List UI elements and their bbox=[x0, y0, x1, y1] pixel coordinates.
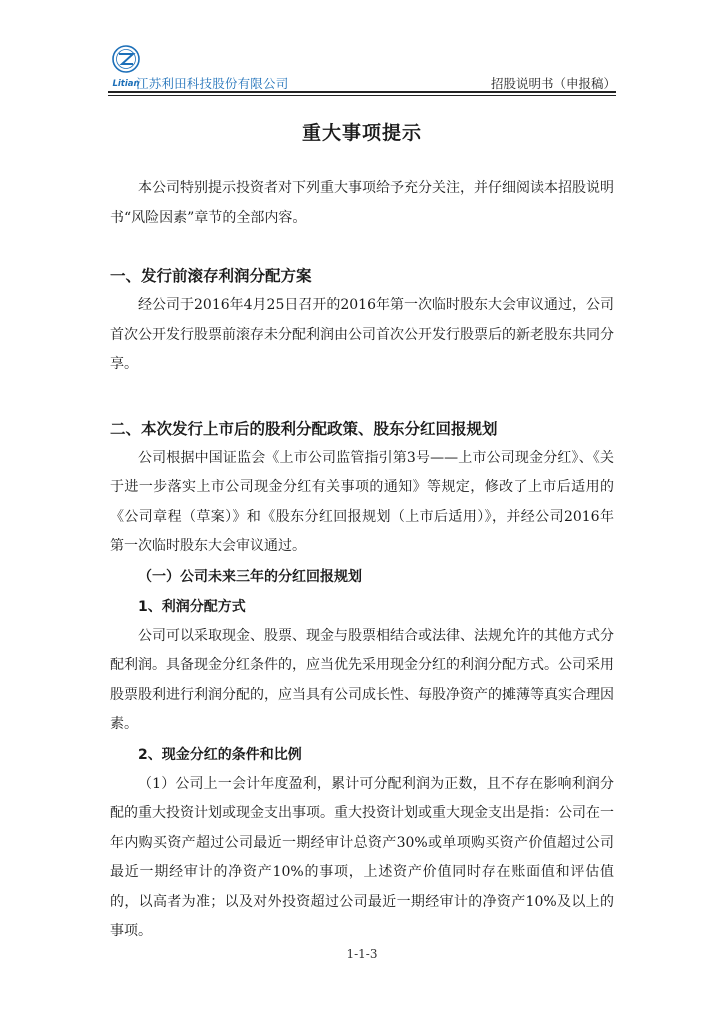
section2-paragraph: 公司根据中国证监会《上市公司监管指引第3号——上市公司现金分红》、《关于进一步落实上市公司现金分红有关事项的通知》等规定，修改了上市后适用的《公司章程（草案）》和《股东分红回报规划（上市后适用）》，并经公司2016年第一次临时股东大会审议通过。 bbox=[110, 449, 614, 554]
document-body bbox=[110, 174, 614, 947]
item1-heading: 1、利润分配方式 bbox=[138, 598, 246, 615]
item1-paragraph: 公司可以采取现金、股票、现金与股票相结合或法律、法规允许的其他方式分配利润。具备现金分红条件的，应当优先采用现金分红的利润分配方式。公司采用股票股利进行利润分配的，应当具有公司成长性、每股净资产的摊薄等真实合理因素。 bbox=[110, 627, 614, 732]
item2-paragraph: （1）公司上一会计年度盈利，累计可分配利润为正数，且不存在影响利润分配的重大投资计划或现金支出事项。重大投资计划或重大现金支出是指：公司在一年内购买资产超过公司最近一期经审计总资产30%或单项购买资产价值超过公司最近一期经审计的净资产10%的事项，上述资产价值同时存在账面值和评估值的，以高者为准；以及对外投资超过公司最近一期经审计的净资产10%及以上的事项。 bbox=[110, 775, 614, 939]
section2-heading: 二、本次发行上市后的股利分配政策、股东分红回报规划 bbox=[110, 419, 498, 438]
page-title: 重大事项提示 bbox=[301, 122, 422, 144]
logo-text: Litian bbox=[112, 79, 140, 89]
header-rule-thin bbox=[108, 95, 616, 96]
intro-paragraph: 本公司特别提示投资者对下列重大事项给予充分关注，并仔细阅读本招股说明书“风险因素”章节的全部内容。 bbox=[110, 180, 614, 226]
subsection1-heading: （一）公司未来三年的分红回报规划 bbox=[138, 568, 362, 585]
document-type: 招股说明书（申报稿） bbox=[490, 76, 616, 91]
section1-heading: 一、发行前滚存利润分配方案 bbox=[110, 267, 312, 285]
item2-heading: 2、现金分红的条件和比例 bbox=[138, 746, 302, 763]
company-name: 江苏利田科技股份有限公司 bbox=[136, 76, 289, 91]
section1-paragraph: 经公司于2016年4月25日召开的2016年第一次临时股东大会审议通过，公司首次公开发行股票前滚存未分配利润由公司首次公开发行股票后的新老股东共同分享。 bbox=[110, 297, 614, 372]
page-number: 1-1-3 bbox=[346, 947, 378, 961]
header-rule-thick bbox=[108, 91, 616, 93]
page-header bbox=[108, 44, 616, 92]
